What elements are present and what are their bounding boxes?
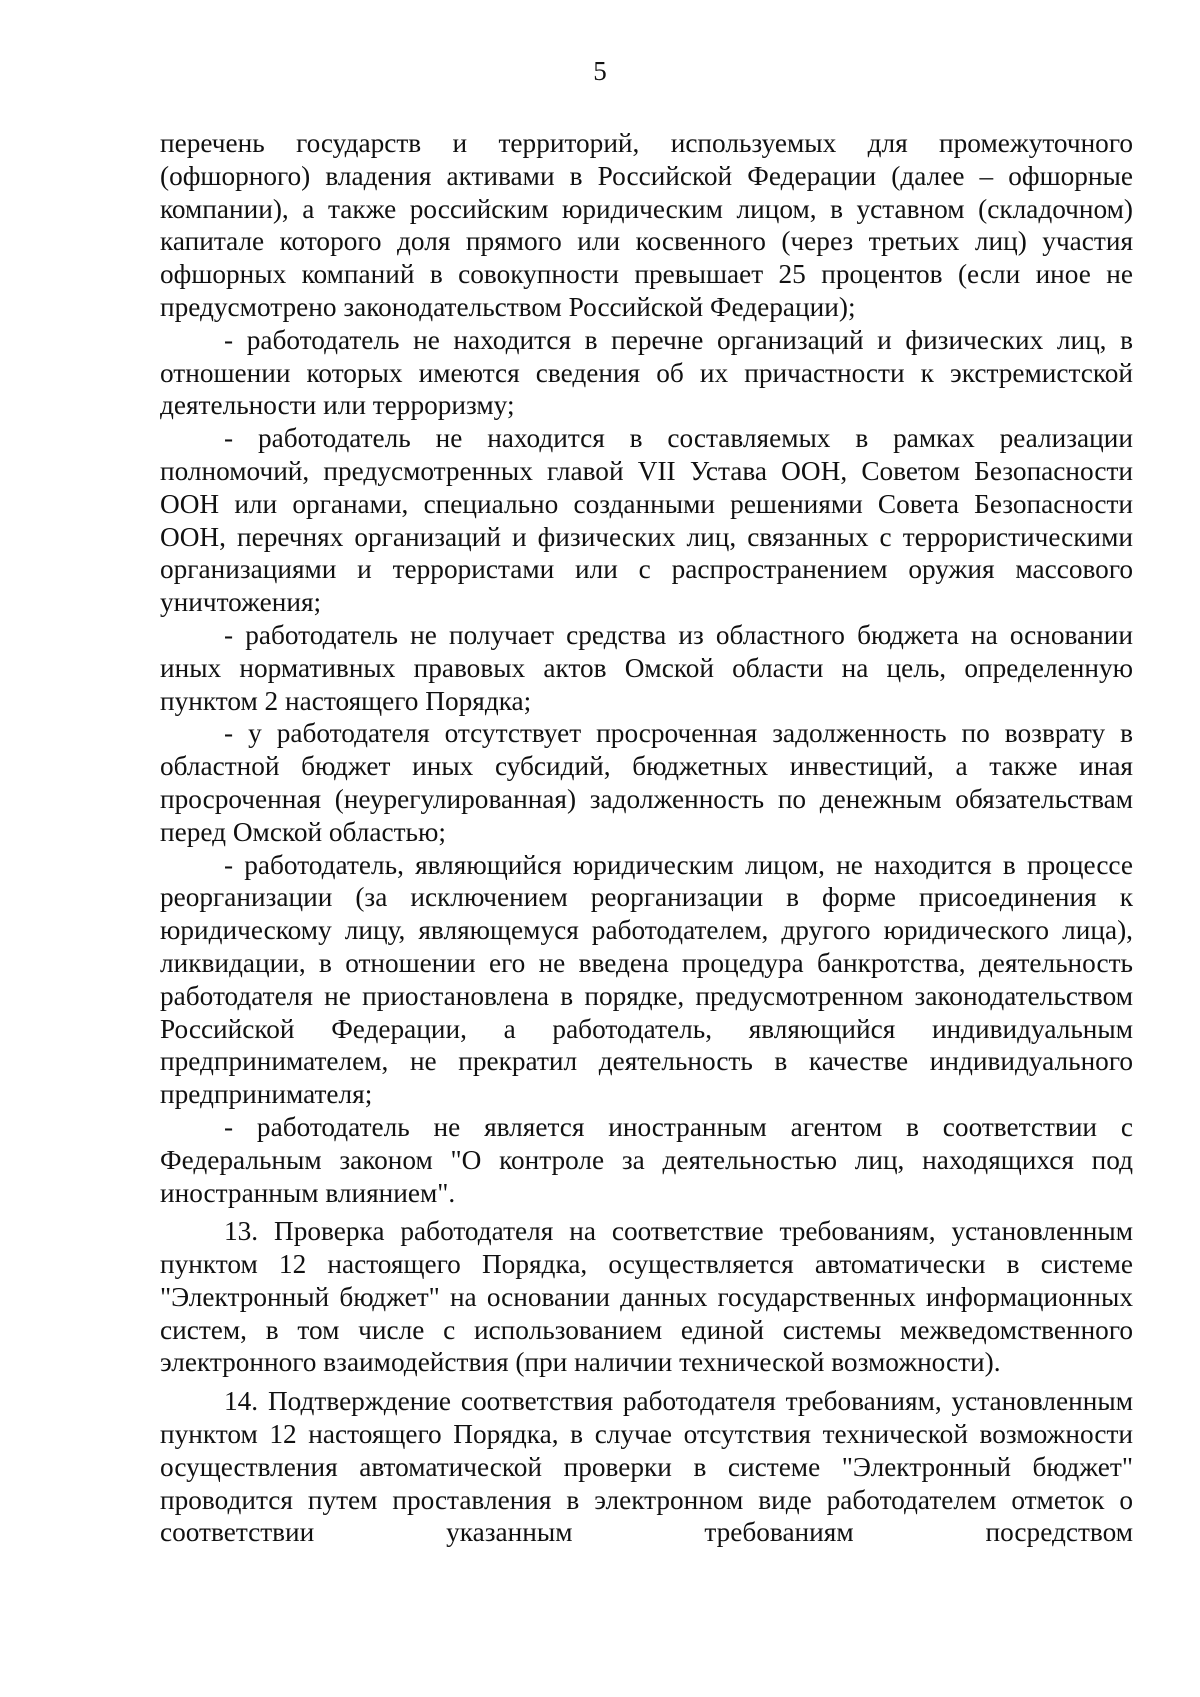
paragraph-foreign-agent: - работодатель не является иностранным агентом в соответствии с Федеральным законом "О контроле за деятельностью лиц, находящихся под иностранным влиянием". xyxy=(160,1111,1133,1208)
paragraph-clause-13: 13. Проверка работодателя на соответствие требованиям, установленным пунктом 12 настоящего Порядка, осуществляется автоматически в системе "Электронный бюджет" на основании данных государственных информационных систем, в том числе с использованием единой системы межведомственного электронного взаимодействия (при наличии технической возможности). xyxy=(160,1216,1133,1378)
paragraph-regional-budget-funds: - работодатель не получает средства из областного бюджета на основании иных нормативных правовых актов Омской области на цель, определенную пунктом 2 настоящего Порядка; xyxy=(160,619,1133,716)
document-body xyxy=(160,127,1133,1549)
paragraph-reorganization-liquidation: - работодатель, являющийся юридическим лицом, не находится в процессе реорганизации (за исключением реорганизации в форме присоединения к юридическому лицу, являющемуся работодателем, другого юридического лица), ликвидации, в отношении его не введена процедура банкротства, деятельность работодателя не приостановлена в порядке, предусмотренном законодательством Российской Федерации, а работодатель, являющийся индивидуальным предпринимателем, не прекратил деятельность в качестве индивидуального предпринимателя; xyxy=(160,849,1133,1110)
page-number: 5 xyxy=(593,56,607,86)
paragraph-un-security-council-list: - работодатель не находится в составляемых в рамках реализации полномочий, предусмотренных главой VII Устава ООН, Советом Безопасности ООН или органами, специально созданными решениями Совета Безопасности ООН, перечнях организаций и физических лиц, связанных с террористическими организациями и террористами или с распространением оружия массового уничтожения; xyxy=(160,423,1133,618)
paragraph-clause-14: 14. Подтверждение соответствия работодателя требованиям, установленным пунктом 12 настоящего Порядка, в случае отсутствия технической возможности осуществления автоматической проверки в системе "Электронный бюджет" проводится путем проставления в электронном виде работодателем отметок о соответствии указанным требованиям посредством xyxy=(160,1386,1133,1548)
paragraph-extremism-list: - работодатель не находится в перечне организаций и физических лиц, в отношении которых имеются сведения об их причастности к экстремистской деятельности или терроризму; xyxy=(160,324,1133,421)
paragraph-overdue-debt: - у работодателя отсутствует просроченная задолженность по возврату в областной бюджет иных субсидий, бюджетных инвестиций, а также иная просроченная (неурегулированная) задолженность по денежным обязательствам перед Омской областью; xyxy=(160,718,1133,847)
paragraph-offshore-continuation: перечень государств и территорий, используемых для промежуточного (офшорного) владения активами в Российской Федерации (далее – офшорные компании), а также российским юридическим лицом, в уставном (складочном) капитале которого доля прямого или косвенного (через третьих лиц) участия офшорных компаний в совокупности превышает 25 процентов (если иное не предусмотрено законодательством Российской Федерации); xyxy=(160,128,1133,322)
